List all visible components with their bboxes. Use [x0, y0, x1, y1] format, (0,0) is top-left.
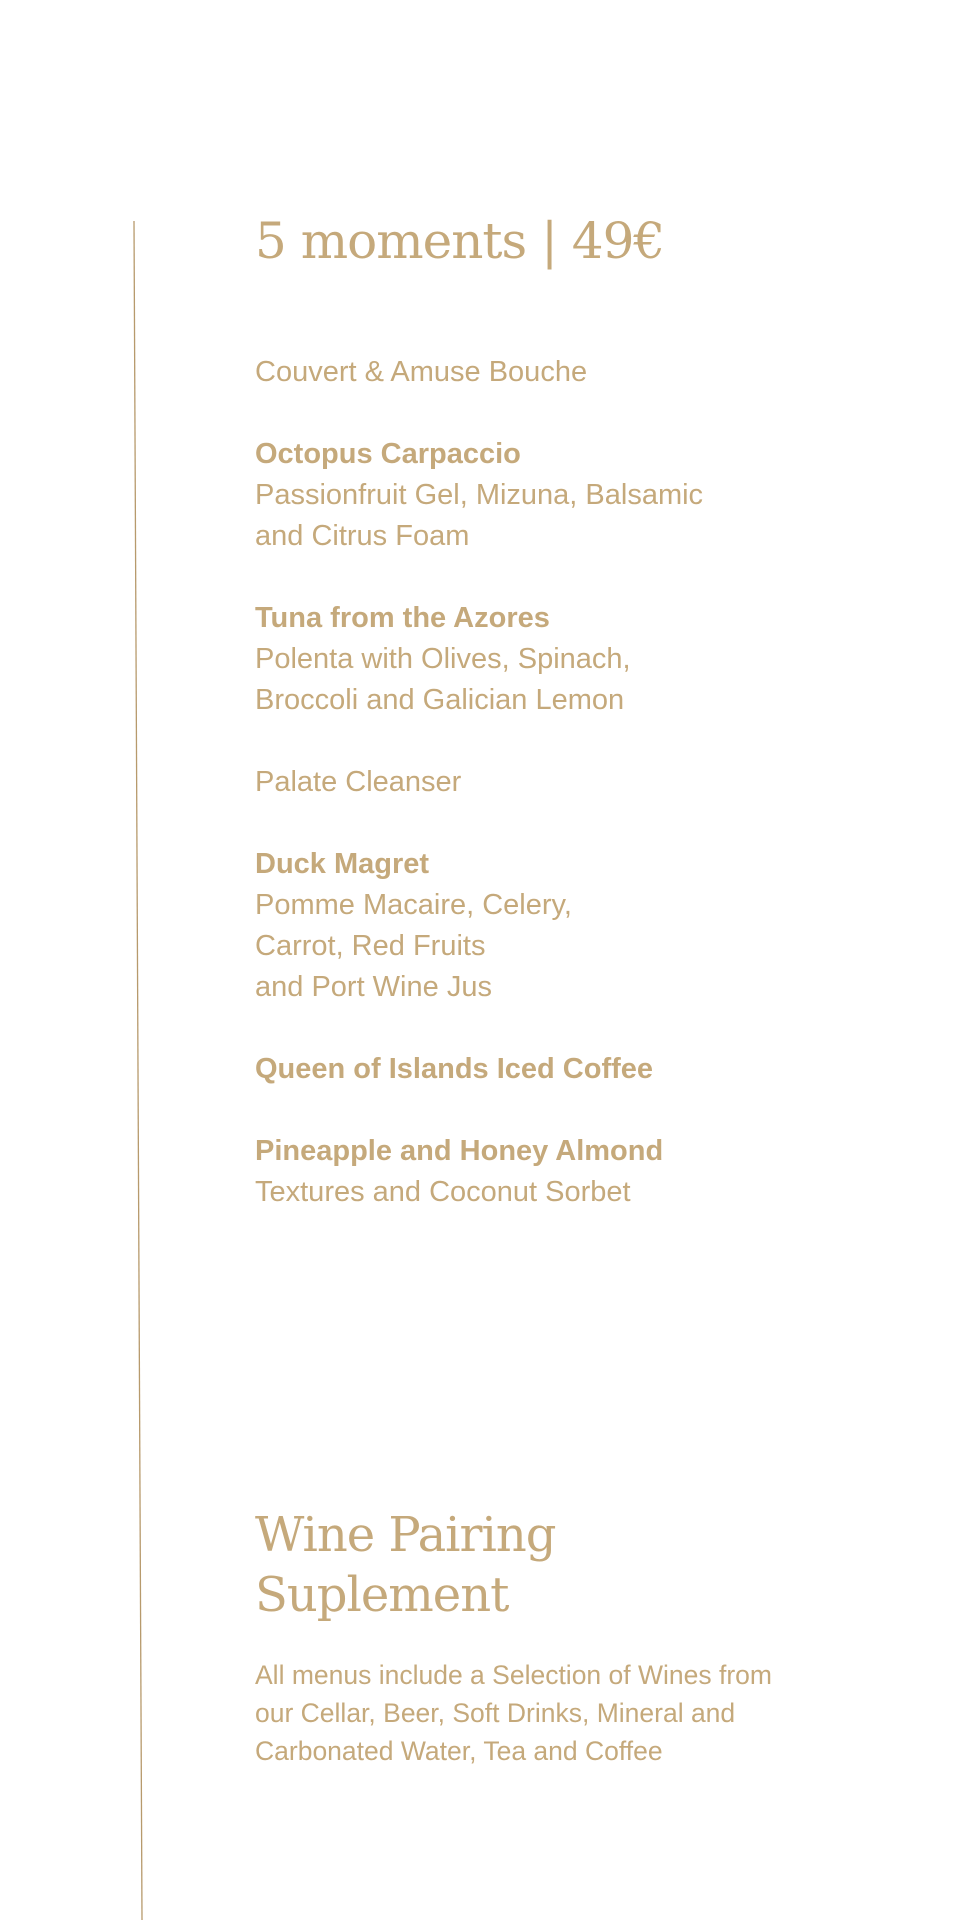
course-name: Tuna from the Azores	[255, 602, 550, 634]
course-description: Pomme Macaire, Celery, Carrot, Red Fruits and Port Wine Jus	[255, 889, 572, 1003]
course-list	[255, 352, 895, 1254]
course-description: Textures and Coconut Sorbet	[255, 1176, 631, 1208]
course-plain: Palate Cleanser	[255, 766, 462, 798]
course-item	[255, 1131, 895, 1213]
wine-pairing-title: Wine Pairing Suplement	[255, 1507, 556, 1623]
course-item	[255, 352, 895, 393]
course-description: Polenta with Olives, Spinach, Broccoli and Galician Lemon	[255, 643, 631, 716]
course-name: Queen of Islands Iced Coffee	[255, 1053, 654, 1085]
course-name: Pineapple and Honey Almond	[255, 1135, 664, 1167]
course-name: Duck Magret	[255, 848, 430, 880]
course-description: Passionfruit Gel, Mizuna, Balsamic and Citrus Foam	[255, 479, 704, 552]
course-item	[255, 762, 895, 803]
course-item	[255, 598, 895, 721]
menu-title: 5 moments | 49€	[255, 212, 665, 270]
course-item	[255, 844, 895, 1008]
course-plain: Couvert & Amuse Bouche	[255, 356, 588, 388]
wine-pairing-description: All menus include a Selection of Wines from our Cellar, Beer, Soft Drinks, Mineral and Carbonated Water, Tea and Coffee	[255, 1660, 772, 1766]
course-item	[255, 1049, 895, 1090]
course-name: Octopus Carpaccio	[255, 438, 521, 470]
course-item	[255, 434, 895, 557]
